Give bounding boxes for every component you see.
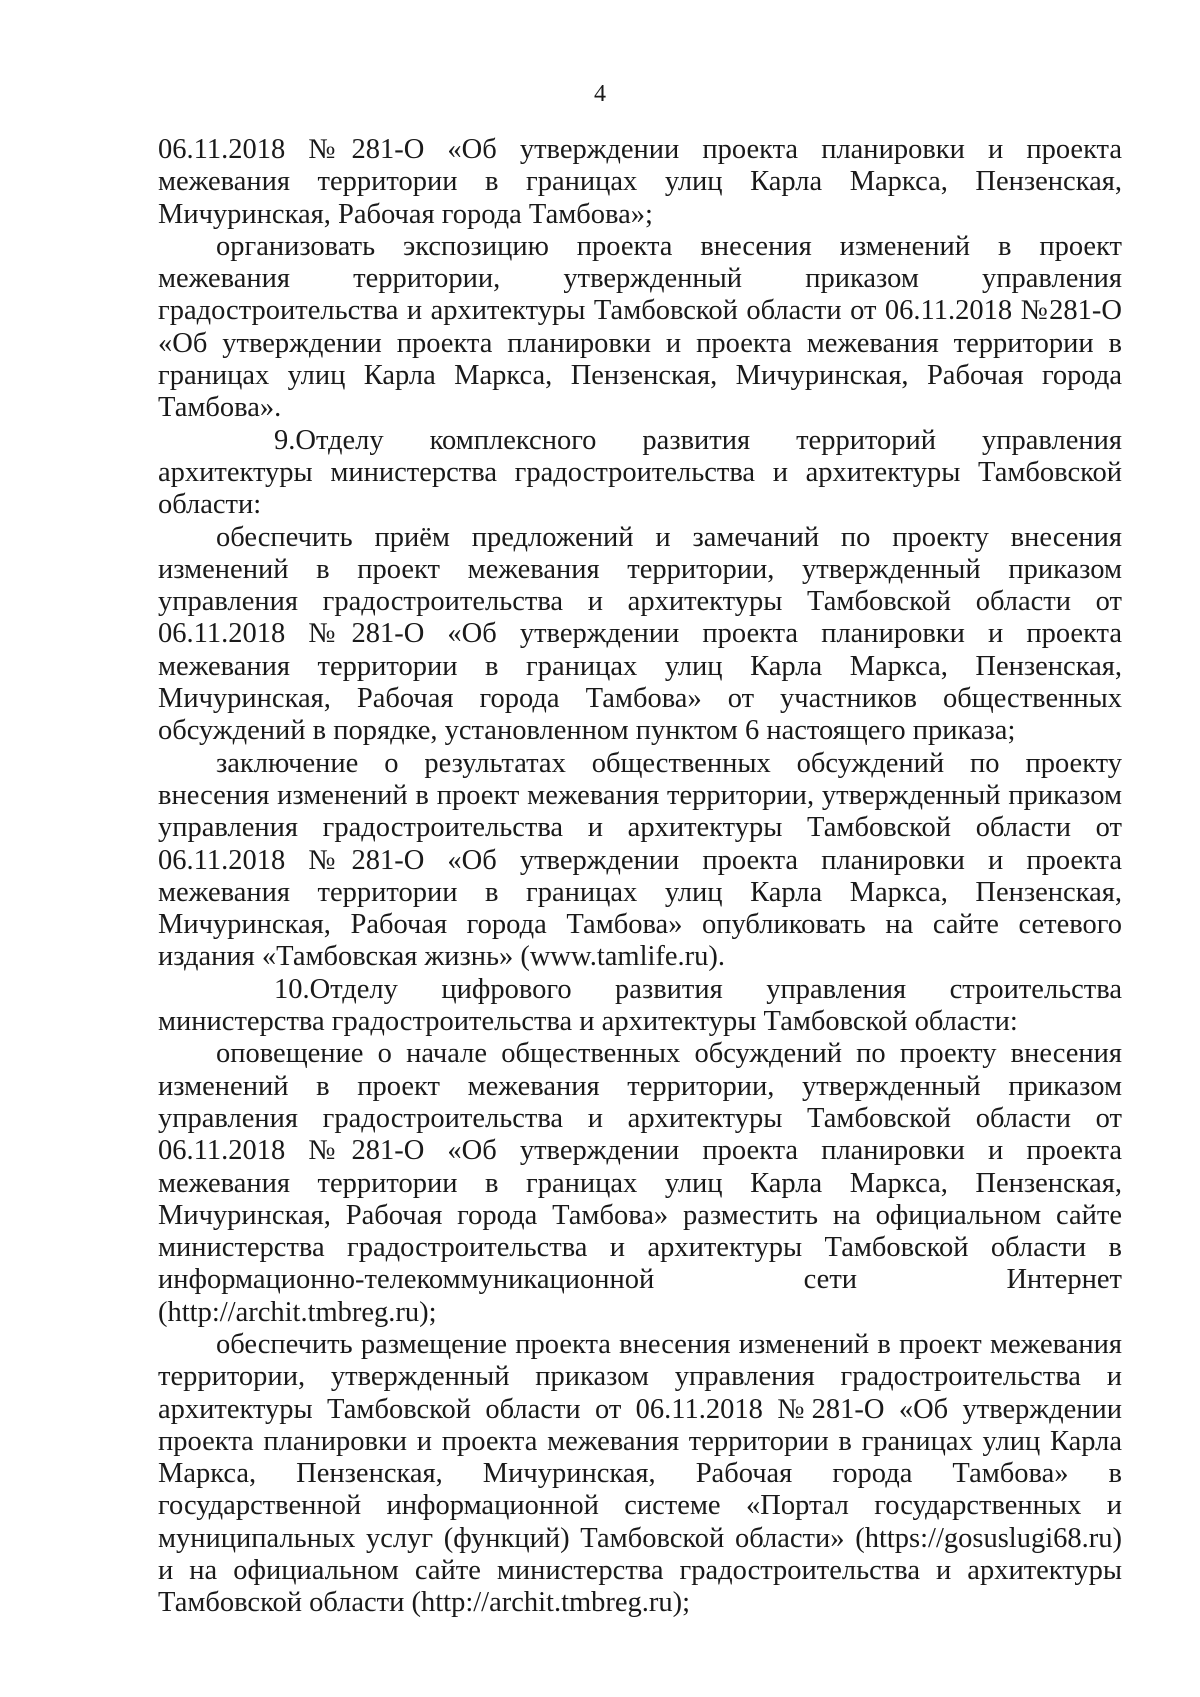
- paragraph-organize-exposition: организовать экспозицию проекта внесения изменений в проект межевания территории, утвержденный приказом управления градостроительства и архитектуры Тамбовской области от 06.11.2018 №281-О «Об утверждении проекта планировки и проекта межевания территории в границах улиц Карла Маркса, Пензенская, Мичуринская, Рабочая города Тамбова».: [158, 230, 1122, 424]
- paragraph-item-9: [158, 425, 1122, 522]
- item-text: Отделу комплексного развития территорий управления архитектуры министерства градостроительства и архитектуры Тамбовской области:: [158, 424, 1122, 521]
- paragraph-ensure-placement: обеспечить размещение проекта внесения изменений в проект межевания территории, утвержденный приказом управления градостроительства и архитектуры Тамбовской области от 06.11.2018 №281-О «Об утверждении проекта планировки и проекта межевания территории в границах улиц Карла Маркса, Пензенская, Мичуринская, Рабочая города Тамбова» в государственной информационной системе «Портал государственных и муниципальных услуг (функций) Тамбовской области» (https://gosuslugi68.ru) и на официальном сайте министерства градостроительства и архитектуры Тамбовской области (http://archit.tmbreg.ru);: [158, 1328, 1122, 1619]
- item-number: 10.: [274, 973, 310, 1005]
- paragraph-item-10: [158, 974, 1122, 1039]
- page-number: 4: [594, 81, 606, 107]
- paragraph-notification: оповещение о начале общественных обсуждений по проекту внесения изменений в проект межевания территории, утвержденный приказом управления градостроительства и архитектуры Тамбовской области от 06.11.2018 №281-О «Об утверждении проекта планировки и проекта межевания территории в границах улиц Карла Маркса, Пензенская, Мичуринская, Рабочая города Тамбова» разместить на официальном сайте министерства градостроительства и архитектуры Тамбовской области в информационно-телекоммуникационной сети Интернет (http://archit.tmbreg.ru);: [158, 1038, 1122, 1328]
- paragraph-continuation: 06.11.2018 №281-О «Об утверждении проекта планировки и проекта межевания территории в границах улиц Карла Маркса, Пензенская, Мичуринская, Рабочая города Тамбова»;: [158, 134, 1122, 230]
- paragraph-conclusion: заключение о результатах общественных обсуждений по проекту внесения изменений в проект межевания территории, утвержденный приказом управления градостроительства и архитектуры Тамбовской области от 06.11.2018 №281-О «Об утверждении проекта планировки и проекта межевания территории в границах улиц Карла Маркса, Пензенская, Мичуринская, Рабочая города Тамбова» опубликовать на сайте сетевого издания «Тамбовская жизнь» (www.tamlife.ru).: [158, 747, 1122, 973]
- paragraph-ensure-reception: обеспечить приём предложений и замечаний по проекту внесения изменений в проект межевания территории, утвержденный приказом управления градостроительства и архитектуры Тамбовской области от 06.11.2018 №281-О «Об утверждении проекта планировки и проекта межевания территории в границах улиц Карла Маркса, Пензенская, Мичуринская, Рабочая города Тамбова» от участников общественных обсуждений в порядке, установленном пунктом 6 настоящего приказа;: [158, 521, 1122, 747]
- item-text: Отделу цифрового развития управления строительства министерства градостроительства и архитектуры Тамбовской области:: [158, 973, 1122, 1038]
- item-number: 9.: [274, 424, 296, 456]
- document-body: [158, 134, 1122, 1620]
